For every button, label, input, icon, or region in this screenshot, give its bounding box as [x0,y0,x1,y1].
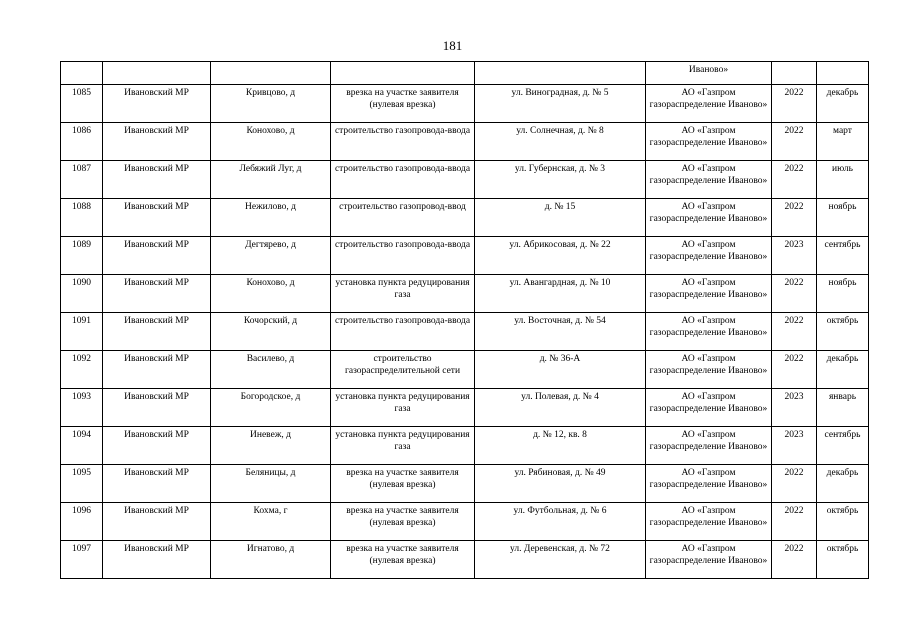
cell-locality: Кочорский, д [211,313,331,351]
cell-address: ул. Виноградная, д. № 5 [475,85,646,123]
cell-num: 1090 [61,275,103,313]
cell-locality: Богородское, д [211,389,331,427]
cell-address: д. № 12, кв. 8 [475,427,646,465]
table-row [61,503,869,541]
cell-address [475,62,646,85]
cell-num: 1094 [61,427,103,465]
cell-locality: Кривцово, д [211,85,331,123]
cell-district: Ивановский МР [103,275,211,313]
cell-month: сентябрь [817,427,869,465]
cell-org: Иваново» [646,62,772,85]
cell-locality: Нежилово, д [211,199,331,237]
table-row [61,389,869,427]
cell-year [772,62,817,85]
cell-address: ул. Полевая, д. № 4 [475,389,646,427]
cell-org: АО «Газпром газораспределение Иваново» [646,237,772,275]
cell-locality: Конохово, д [211,275,331,313]
cell-locality: Кохма, г [211,503,331,541]
cell-org: АО «Газпром газораспределение Иваново» [646,161,772,199]
cell-month: декабрь [817,351,869,389]
table-row [61,465,869,503]
continuation-row [61,62,869,85]
cell-locality: Беляницы, д [211,465,331,503]
cell-work: установка пункта редуцирования газа [331,275,475,313]
cell-district: Ивановский МР [103,389,211,427]
cell-month: октябрь [817,541,869,579]
cell-month: декабрь [817,465,869,503]
cell-work: врезка на участке заявителя (нулевая врезка) [331,85,475,123]
cell-district: Ивановский МР [103,541,211,579]
cell-month: ноябрь [817,199,869,237]
cell-org: АО «Газпром газораспределение Иваново» [646,351,772,389]
cell-district: Ивановский МР [103,465,211,503]
cell-address: ул. Восточная, д. № 54 [475,313,646,351]
cell-district: Ивановский МР [103,351,211,389]
cell-year: 2022 [772,541,817,579]
cell-year: 2022 [772,161,817,199]
cell-org: АО «Газпром газораспределение Иваново» [646,313,772,351]
page-number: 181 [442,38,463,53]
cell-num: 1095 [61,465,103,503]
cell-num [61,62,103,85]
cell-month: январь [817,389,869,427]
table-row [61,313,869,351]
table-row [61,275,869,313]
cell-year: 2022 [772,465,817,503]
cell-locality [211,62,331,85]
cell-work: врезка на участке заявителя (нулевая врезка) [331,503,475,541]
cell-org: АО «Газпром газораспределение Иваново» [646,427,772,465]
cell-month: март [817,123,869,161]
cell-org: АО «Газпром газораспределение Иваново» [646,465,772,503]
cell-num: 1091 [61,313,103,351]
cell-work: врезка на участке заявителя (нулевая врезка) [331,465,475,503]
cell-work: врезка на участке заявителя (нулевая врезка) [331,541,475,579]
cell-num: 1086 [61,123,103,161]
cell-address: д. № 15 [475,199,646,237]
cell-address: ул. Авангардная, д. № 10 [475,275,646,313]
cell-month: декабрь [817,85,869,123]
cell-district: Ивановский МР [103,199,211,237]
cell-work: строительство газопровод-ввод [331,199,475,237]
cell-year: 2023 [772,427,817,465]
cell-district: Ивановский МР [103,161,211,199]
cell-num: 1085 [61,85,103,123]
cell-district: Ивановский МР [103,85,211,123]
cell-address: д. № 36-А [475,351,646,389]
cell-month: октябрь [817,313,869,351]
table-row [61,85,869,123]
cell-org: АО «Газпром газораспределение Иваново» [646,389,772,427]
cell-org: АО «Газпром газораспределение Иваново» [646,85,772,123]
cell-work: установка пункта редуцирования газа [331,427,475,465]
cell-month: июль [817,161,869,199]
cell-year: 2022 [772,351,817,389]
gasification-table [60,61,869,579]
table-row [61,237,869,275]
cell-address: ул. Рябиновая, д. № 49 [475,465,646,503]
cell-month: октябрь [817,503,869,541]
cell-address: ул. Губернская, д. № 3 [475,161,646,199]
table-row [61,123,869,161]
cell-district: Ивановский МР [103,237,211,275]
cell-num: 1088 [61,199,103,237]
cell-month: сентябрь [817,237,869,275]
cell-work: строительство газораспределительной сети [331,351,475,389]
cell-org: АО «Газпром газораспределение Иваново» [646,541,772,579]
cell-work: строительство газопровода-ввода [331,237,475,275]
cell-work: строительство газопровода-ввода [331,161,475,199]
cell-year: 2023 [772,389,817,427]
cell-address: ул. Футбольная, д. № 6 [475,503,646,541]
cell-org: АО «Газпром газораспределение Иваново» [646,503,772,541]
cell-locality: Василево, д [211,351,331,389]
cell-address: ул. Абрикосовая, д. № 22 [475,237,646,275]
cell-year: 2022 [772,85,817,123]
cell-locality: Конохово, д [211,123,331,161]
cell-org: АО «Газпром газораспределение Иваново» [646,123,772,161]
cell-org: АО «Газпром газораспределение Иваново» [646,275,772,313]
cell-work [331,62,475,85]
cell-locality: Игнатово, д [211,541,331,579]
table-row [61,427,869,465]
cell-locality: Иневеж, д [211,427,331,465]
cell-year: 2022 [772,199,817,237]
cell-work: строительство газопровода-ввода [331,123,475,161]
table-row [61,541,869,579]
cell-district: Ивановский МР [103,313,211,351]
cell-district: Ивановский МР [103,427,211,465]
cell-district: Ивановский МР [103,503,211,541]
cell-num: 1097 [61,541,103,579]
cell-district [103,62,211,85]
cell-num: 1089 [61,237,103,275]
cell-org: АО «Газпром газораспределение Иваново» [646,199,772,237]
cell-num: 1087 [61,161,103,199]
table-row [61,351,869,389]
cell-locality: Лебяжий Луг, д [211,161,331,199]
cell-month: ноябрь [817,275,869,313]
cell-year: 2022 [772,275,817,313]
cell-year: 2022 [772,123,817,161]
table-row [61,161,869,199]
cell-num: 1093 [61,389,103,427]
cell-address: ул. Солнечная, д. № 8 [475,123,646,161]
cell-district: Ивановский МР [103,123,211,161]
cell-year: 2022 [772,313,817,351]
cell-year: 2023 [772,237,817,275]
cell-locality: Дегтярево, д [211,237,331,275]
cell-num: 1096 [61,503,103,541]
cell-address: ул. Деревенская, д. № 72 [475,541,646,579]
cell-work: установка пункта редуцирования газа [331,389,475,427]
cell-num: 1092 [61,351,103,389]
cell-work: строительство газопровода-ввода [331,313,475,351]
table-row [61,199,869,237]
cell-month [817,62,869,85]
cell-year: 2022 [772,503,817,541]
